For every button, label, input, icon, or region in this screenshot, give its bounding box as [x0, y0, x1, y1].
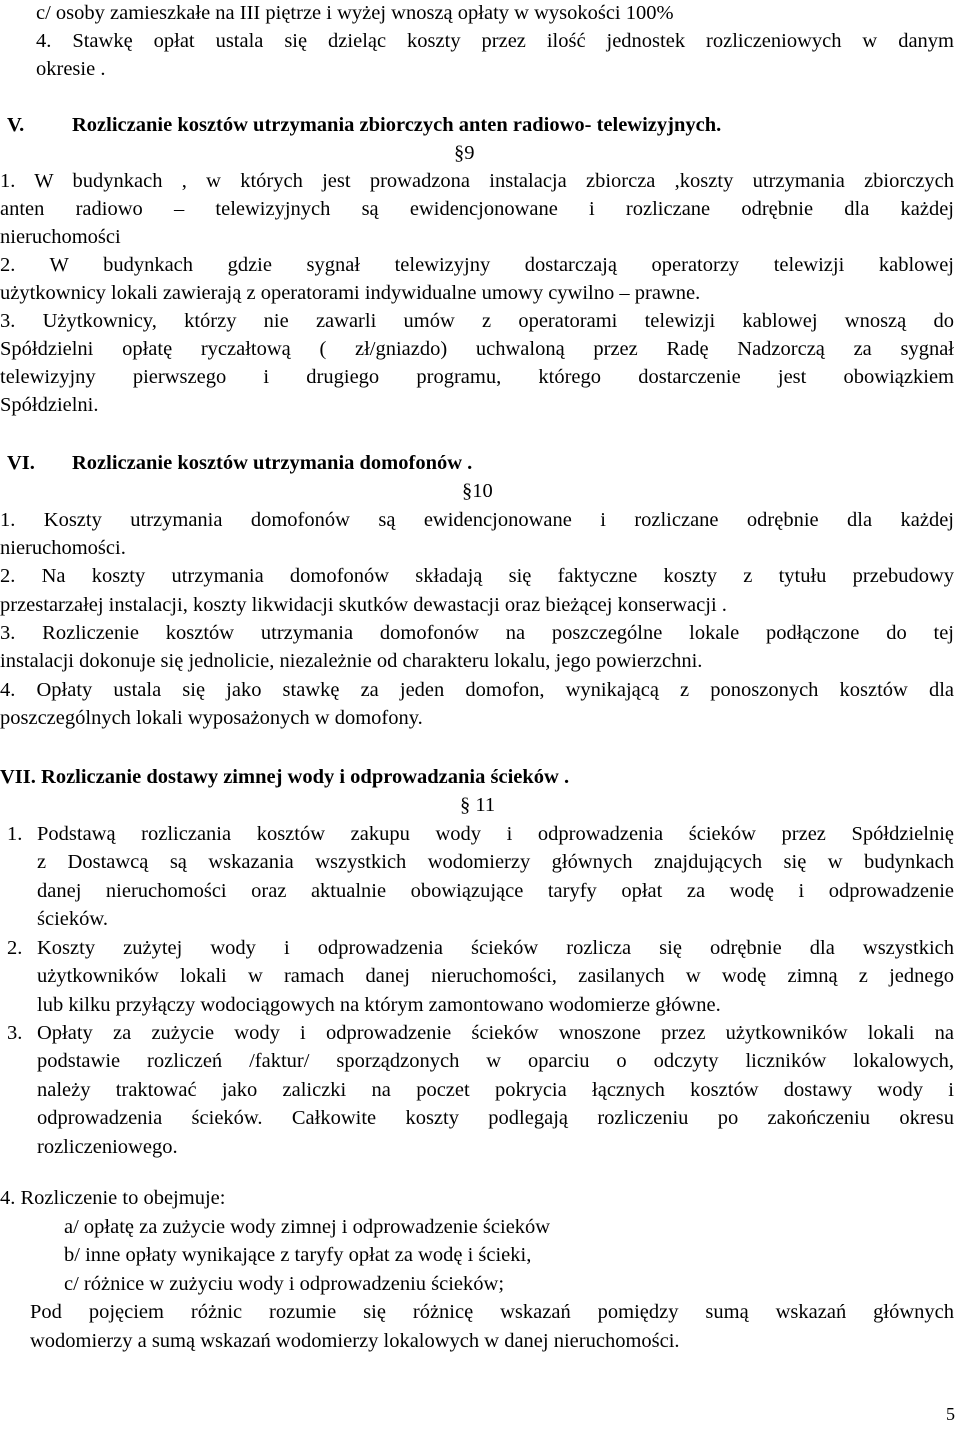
item-4-line-1: 4. Stawkę opłat ustala się dzieląc koszty przez ilość jednostek rozliczeniowych w danym	[36, 30, 954, 52]
v-p3-line-2: Spółdzielni opłatę ryczałtową ( zł/gniazdo) uchwaloną przez Radę Nadzorczą za sygnał	[0, 338, 954, 360]
vii-p2-line-1: Koszty zużytej wody i odprowadzenia ścieków rozlicza się odrębnie dla wszystkich	[37, 937, 954, 959]
vii-p3-line-3: należy traktować jako zaliczki na poczet pokrycia łącznych kosztów dostawy wody i	[37, 1079, 954, 1101]
section-vi-heading: Rozliczanie kosztów utrzymania domofonów .	[72, 452, 473, 474]
vii-p1-line-3: danej nieruchomości oraz aktualnie obowiązujące taryfy opłat za wodę i odprowadzenie	[37, 880, 954, 902]
section-vii-heading: VII. Rozliczanie dostawy zimnej wody i odprowadzania ścieków .	[0, 766, 570, 788]
v-p2-line-2: użytkownicy lokali zawierają z operatorami indywidualne umowy cywilno – prawne.	[0, 282, 701, 304]
paragraph-mark-10: §10	[462, 480, 493, 502]
v-p3-line-1: 3. Użytkownicy, którzy nie zawarli umów z operatorami telewizji kablowej wnoszą do	[0, 310, 954, 332]
v-p1-line-3: nieruchomości	[0, 226, 121, 248]
v-p3-line-3: telewizyjny pierwszego i drugiego programu, którego dostarczenie jest obowiązkiem	[0, 366, 954, 388]
v-p1-line-2: anten radiowo – telewizyjnych są ewidencjonowane i rozliczane odrębnie dla każdej	[0, 198, 954, 220]
v-p1-line-1: 1. W budynkach , w których jest prowadzona instalacja zbiorcza ,koszty utrzymania zbiorczych	[0, 170, 954, 192]
vii-p3-line-4: odprowadzenia ścieków. Całkowite koszty podlegają rozliczeniu po zakończeniu okresu	[37, 1107, 954, 1129]
page-number: 5	[946, 1404, 955, 1424]
vii-p4-item-c: c/ różnice w zużyciu wody i odprowadzeniu ścieków;	[64, 1273, 505, 1295]
section-vi-number: VI.	[7, 452, 35, 474]
v-p2-line-1: 2. W budynkach gdzie sygnał telewizyjny dostarczają operatorzy telewizji kablowej	[0, 254, 954, 276]
vii-p4-intro: 4. Rozliczenie to obejmuje:	[0, 1187, 226, 1209]
vi-p2-line-1: 2. Na koszty utrzymania domofonów składają się faktyczne koszty z tytułu przebudowy	[0, 565, 954, 587]
vii-p2-line-3: lub kilku przyłączy wodociągowych na którym zamontowano wodomierze główne.	[37, 994, 721, 1016]
vii-p3-number: 3.	[7, 1022, 23, 1044]
vii-p3-line-1: Opłaty za zużycie wody i odprowadzenie ścieków wnoszone przez użytkowników lokali na	[37, 1022, 954, 1044]
vii-p3-line-5: rozliczeniowego.	[37, 1136, 178, 1158]
vi-p2-line-2: przestarzałej instalacji, koszty likwidacji skutków dewastacji oraz bieżącej konserwacji .	[0, 594, 727, 616]
vii-p1-line-4: ścieków.	[37, 908, 108, 930]
vi-p4-line-2: poszczególnych lokali wyposażonych w domofony.	[0, 707, 423, 729]
vi-p1-line-1: 1. Koszty utrzymania domofonów są ewidencjonowane i rozliczane odrębnie dla każdej	[0, 509, 954, 531]
closing-line-2: wodomierzy a sumą wskazań wodomierzy lokalowych w danej nieruchomości.	[30, 1330, 680, 1352]
vii-p1-line-1: Podstawą rozliczania kosztów zakupu wody i odprowadzenia ścieków przez Spółdzielnię	[37, 823, 954, 845]
vii-p2-line-2: użytkowników lokali w ramach danej nieruchomości, zasilanych w wodę zimną z jednego	[37, 965, 954, 987]
closing-line-1: Pod pojęciem różnic rozumie się różnicę wskazań pomiędzy sumą wskazań głównych	[30, 1301, 954, 1323]
vii-p3-line-2: podstawie rozliczeń /faktur/ sporządzonych w oparciu o odczyty liczników lokalowych,	[37, 1050, 954, 1072]
paragraph-mark-11: § 11	[460, 794, 496, 816]
vi-p4-line-1: 4. Opłaty ustala się jako stawkę za jeden domofon, wynikającą z ponoszonych kosztów dla	[0, 679, 954, 701]
vi-p3-line-2: instalacji dokonuje się jednolicie, niezależnie od charakteru lokalu, jego powierzchni.	[0, 650, 703, 672]
item-4-line-2: okresie .	[36, 58, 106, 80]
vii-p1-line-2: z Dostawcą są wskazania wszystkich wodomierzy głównych znajdujących się w budynkach	[37, 851, 954, 873]
vii-p4-item-a: a/ opłatę za zużycie wody zimnej i odprowadzenie ścieków	[64, 1216, 551, 1238]
vii-p4-item-b: b/ inne opłaty wynikające z taryfy opłat za wodę i ścieki,	[64, 1244, 532, 1266]
paragraph-mark-9: §9	[454, 142, 475, 164]
section-v-number: V.	[7, 114, 25, 136]
vii-p2-number: 2.	[7, 937, 23, 959]
vii-p1-number: 1.	[7, 823, 23, 845]
list-item-c-top: c/ osoby zamieszkałe na III piętrze i wyżej wnoszą opłaty w wysokości 100%	[36, 2, 674, 24]
v-p3-line-4: Spółdzielni.	[0, 394, 99, 416]
vi-p1-line-2: nieruchomości.	[0, 537, 126, 559]
vi-p3-line-1: 3. Rozliczenie kosztów utrzymania domofonów na poszczególne lokale podłączone do tej	[0, 622, 954, 644]
section-v-heading: Rozliczanie kosztów utrzymania zbiorczych anten radiowo- telewizyjnych.	[72, 114, 722, 136]
